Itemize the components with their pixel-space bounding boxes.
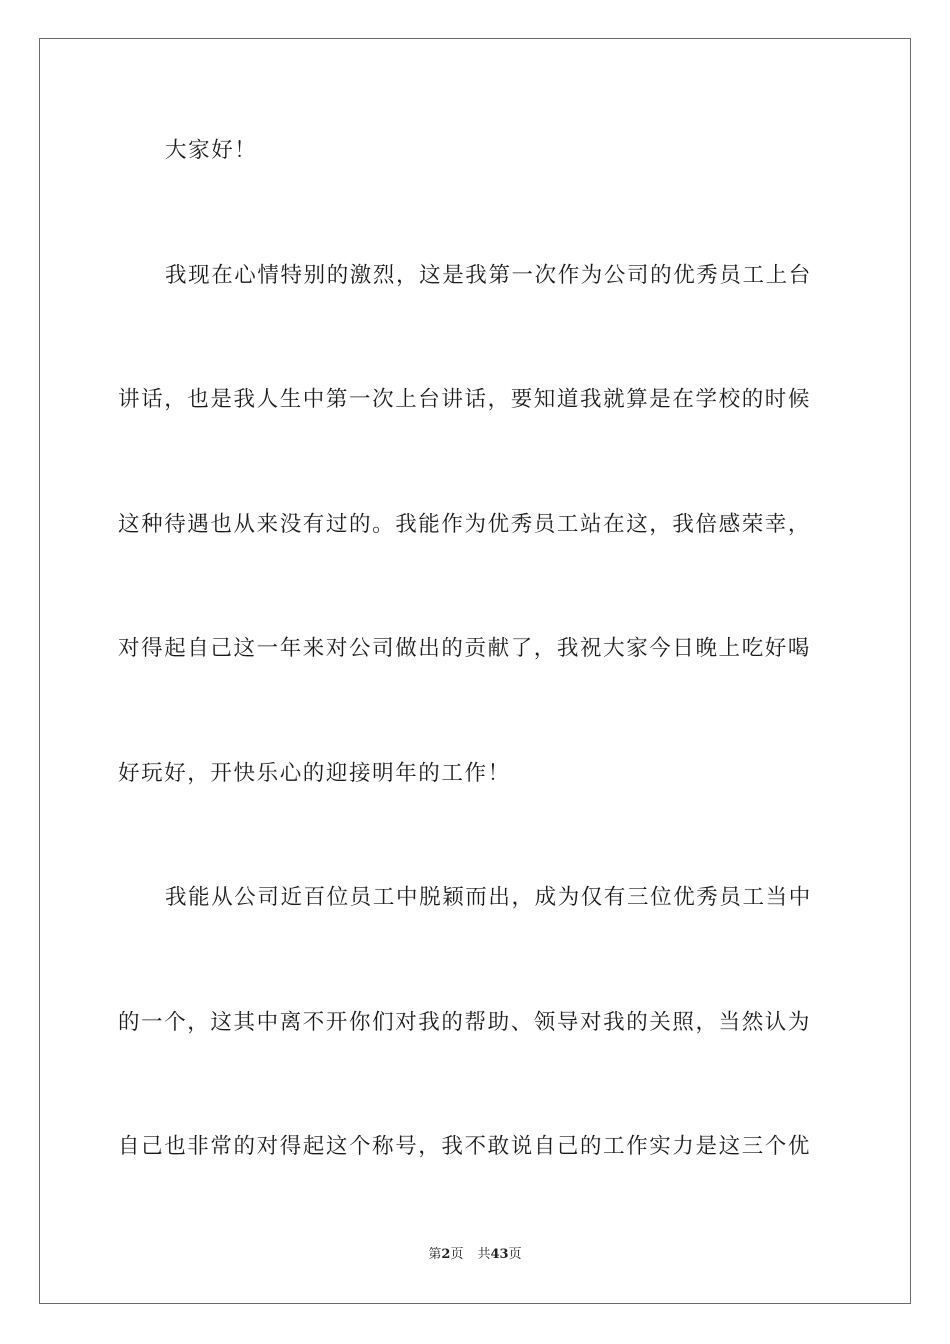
paragraph-line: 的一个，这其中离不开你们对我的帮助、领导对我的关照，当然认为	[118, 1010, 812, 1035]
page-suffix: 页	[450, 1247, 464, 1262]
page-prefix: 第	[428, 1247, 442, 1262]
paragraph-line: 我现在心情特别的激烈，这是我第一次作为公司的优秀员工上台	[165, 263, 812, 288]
total-suffix: 页	[508, 1247, 522, 1262]
total-prefix: 共	[477, 1247, 491, 1262]
paragraph-line: 这种待遇也从来没有过的。我能作为优秀员工站在这，我倍感荣幸，	[118, 512, 812, 537]
greeting-line: 大家好！	[165, 138, 258, 163]
page-footer	[0, 1246, 950, 1264]
paragraph-line: 对得起自己这一年来对公司做出的贡献了，我祝大家今日晚上吃好喝	[118, 636, 812, 661]
paragraph-line: 讲话，也是我人生中第一次上台讲话，要知道我就算是在学校的时候	[118, 387, 812, 412]
paragraph-line: 我能从公司近百位员工中脱颖而出，成为仅有三位优秀员工当中	[165, 885, 812, 910]
total-pages: 43	[490, 1247, 509, 1262]
page-number: 2	[441, 1247, 451, 1262]
paragraph-line: 好玩好，开快乐心的迎接明年的工作！	[118, 761, 511, 786]
paragraph-line: 自己也非常的对得起这个称号，我不敢说自己的工作实力是这三个优	[118, 1134, 812, 1159]
page-border	[39, 38, 911, 1304]
